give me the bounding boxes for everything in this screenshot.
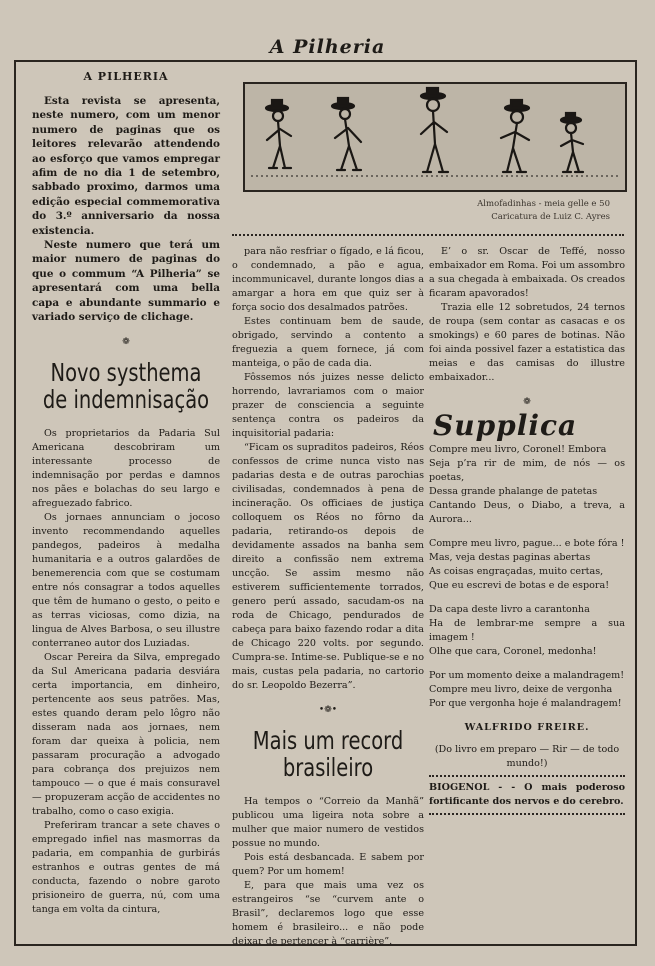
article-paragraph: para não resfriar o fígado, e lá ficou, o condemnado, a pão e agua, incommunicavel, durante longos dias a amargar a hora em que quiz ser à força socio dos desalmados patrões. [232, 246, 424, 313]
article-paragraph: E, para que mais uma vez os estrangeiros “se “curvem ante o Brasil”, declaremos logo que esse homem é brasileiro... e não pode deixar de pertencer à “carrière”. [232, 880, 424, 947]
poem-title: Supplica [433, 409, 578, 442]
article-paragraph: “Ficam os supraditos padeiros, Réos confessos de crime nunca visto nas padarias desta e de outras parochias civilisadas, condemnados à pena de incineração. Os officiaes de justiça colloquem os Réos no fôrno da padaria, retirando-os depois de devidamente assados na banha sem direito a confissão nem extrema uncção. Se assim mesmo não estiverem sufficientemente torrados, genero perú assado, sacudam-os na roda de Chicago, pendurados de cabeça para baixo fazendo rodar a dita de Chicago 220 volts. por segundo. Cumpra-se. Intime-se. Publique-se e no mais, custas pela padaria, no cartorio do sr. Leopoldo Bezerra”. [232, 442, 424, 691]
dotted-rule [429, 813, 625, 815]
caption-credit: Caricatura de Luiz C. Ayres [491, 212, 610, 222]
article-paragraph: E’ o sr. Oscar de Teffé, nosso embaixador em Roma. Foi um assombro a sua chegada à embaixada. Os creados ficaram apavorados! [429, 246, 625, 299]
poem-line: Cantando Deus, o Diabo, a treva, a Aurora... [429, 500, 625, 525]
poem-line: Olhe que cara, Coronel, medonha! [429, 646, 597, 657]
intro-title: A PILHERIA [83, 70, 169, 83]
article-headline-indemnisacao: Novo systhema de indemnisação [42, 357, 210, 414]
poem-line: Por que vergonha hoje é malandragem! [429, 698, 622, 709]
ornament: •❁• [318, 705, 338, 715]
article-paragraph: Trazia elle 12 sobretudos, 24 ternos de roupa (sem contar as casacas e os smokings) e 60 pares de botinas. Não foi ainda possivel fazer a estatistica das meias e das camisas do illustre embaixador... [429, 302, 625, 383]
caricature-illustration [243, 82, 627, 192]
article-paragraph: Ha tempos o “Correio da Manhã” publicou uma ligeira nota sobre a mulher que maior numero de vestidos possue no mundo. [232, 796, 424, 849]
ornament: ❁ [523, 397, 531, 407]
article-paragraph: Os proprietarios da Padaria Sul Americana descobriram um interessante processo de indemnisação por perdas e damnos nos pães e bolachas do seu largo e afreguezado fabrico. [32, 427, 220, 509]
poem-line: As coisas engraçadas, muito certas, [429, 566, 604, 577]
article-paragraph: Pois está desbancada. E sabem por quem? Por um homem! [232, 852, 424, 877]
article-paragraph: Oscar Pereira da Silva, empregado da Sul Americana padaria desviára certa importancia, em dinheiro, pertencente aos seus patrões. Mas, estes quando deram pelo lôgro não disseram nada aos jornaes, nem foram dar queixa à policia, nem passaram procuração a advogado para cobrança dos prejuizos nem tampouco — o que é mais consuravel — propuzeram acção de accidentes no trabalho, como o caso exigia. [32, 651, 220, 817]
poem-line: Dessa grande phalange de patetas [429, 486, 598, 497]
poem-stanza [429, 537, 625, 593]
poem-line: Compre meu livro, deixe de vergonha [429, 684, 613, 695]
column-middle [232, 245, 424, 949]
poem-line: Seja p’ra rir de mim, de nós — os poetas, [429, 458, 625, 483]
poem-signature: WALFRIDO FREIRE. [464, 722, 590, 733]
biogenol-advert: BIOGENOL - - O mais poderoso fortificante dos nervos e do cerebro. [429, 782, 625, 807]
poem-line: Compre meu livro, Coronel! Embora [429, 444, 607, 455]
poem-stanza [429, 443, 625, 527]
poem-stanza [429, 669, 625, 711]
poem-line: Compre meu livro, pague... e bote fóra ! [429, 538, 625, 549]
article-paragraph: Estes continuam bem de saude, obrigado, servindo a contento a freguezia a quem fornece, já com manteiga, o pão de cada dia. [232, 316, 424, 369]
article-headline-record: Mais um record brasileiro [252, 726, 404, 782]
dotted-rule [232, 234, 624, 236]
caption-line: Almofadinhas - meia gelle e 50 [477, 199, 610, 209]
article-paragraph: Fôssemos nós juizes nesse delicto horrendo, lavrariamos com o maior prazer de consciencia a seguinte sentença contra os padeiros da inquisitorial padaria: [232, 372, 424, 439]
poem-line: Que eu escrevi de botas e de espora! [429, 580, 610, 591]
column-left [32, 70, 220, 917]
article-paragraph: Preferiram trancar a sete chaves o empregado infiel nas masmorras da padaria, em companhia de gurbirás estranhos e outras gentes de má conducta, fazendo o nobre garoto prisioneiro de guerra, nú, com uma tanga em volta da cintura, [32, 819, 220, 915]
poem-line: Mas, veja destas paginas abertas [429, 552, 591, 563]
article-paragraph: Os jornaes annunciam o jocoso invento recommendando aquelles pandegos, padeiros à medalha humanitaria e a outros galardões de benemerencia com que se costumam entre nós consagrar a todos aquelles que têm de humano o gesto, o peito e as terras viciosas, como dizia, na lingua de Alves Barbosa, o seu illustre conterraneo autor dos Luziadas. [32, 511, 220, 649]
intro-paragraph: Esta revista se apresenta, neste numero, com um menor numero de paginas que os leitores relevarão attendendo ao esforço que vamos empregar afim de no dia 1 de setembro, sabbado proximo, darmos uma edição especial commemorativa do 3.º anniversario da nossa existencia. [32, 95, 220, 237]
intro-paragraph: Neste numero que terá um maior numero de paginas do que o commum “A Pilheria” se apresentará com uma bella capa e abundante summario e variado serviço de clichage. [32, 239, 220, 324]
poem-line: Ha de lembrar-me sempre a sua imagem ! [429, 618, 625, 643]
intro-notice [32, 70, 220, 325]
poem-line: Da capa deste livro a carantonha [429, 604, 590, 615]
poem-note: (Do livro em preparo — Rir — de todo mundo!) [434, 744, 620, 769]
masthead-title: A Pilheria [269, 36, 386, 58]
caricature-figures [245, 84, 625, 190]
illustration-caption [250, 198, 610, 224]
poem-stanza [429, 603, 625, 659]
ornament: ❁ [122, 336, 130, 347]
dotted-rule [429, 775, 625, 777]
poem-line: Por um momento deixe a malandragem! [429, 670, 625, 681]
column-right [429, 245, 625, 819]
